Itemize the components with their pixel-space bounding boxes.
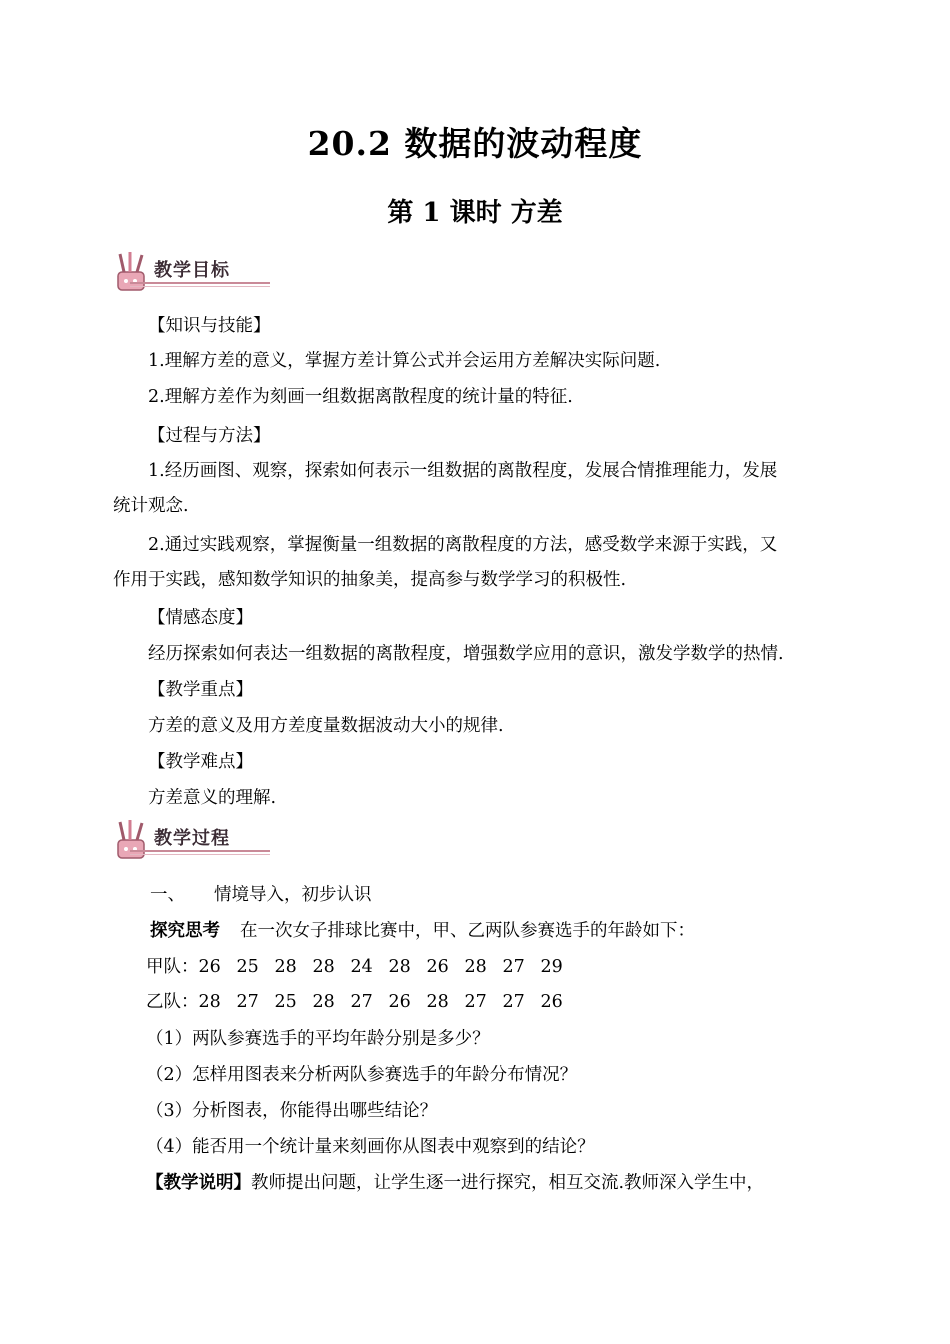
lesson-subtitle: 第 1 课时 方差	[387, 198, 563, 228]
knowledge-item-1: 1.理解方差的意义，掌握方差计算公式并会运用方差解决实际问题.	[148, 351, 661, 371]
section-underline	[130, 282, 270, 284]
step-title: 情境导入，初步认识	[214, 885, 372, 905]
team-a-label: 甲队：	[146, 957, 199, 977]
age-value: 28	[312, 992, 335, 1012]
teaching-note-text: 教师提出问题，让学生逐一进行探究，相互交流.教师深入学生中，	[251, 1173, 765, 1193]
pencil-cup-icon	[112, 818, 152, 862]
explore-label: 探究思考	[150, 921, 220, 941]
question-1: （1）两队参赛选手的平均年龄分别是多少？	[146, 1029, 490, 1049]
emotion-heading: 【情感态度】	[148, 608, 253, 628]
explore-text: 在一次女子排球比赛中，甲、乙两队参赛选手的年龄如下：	[240, 921, 695, 941]
teaching-note	[146, 1171, 764, 1195]
team-a-row	[146, 955, 579, 979]
age-value: 27	[464, 992, 487, 1012]
pencil-cup-icon	[112, 250, 152, 294]
section-underline-thin	[130, 286, 270, 287]
age-value: 28	[198, 992, 221, 1012]
team-b-row	[146, 990, 579, 1014]
age-value: 27	[502, 992, 525, 1012]
section-underline	[130, 850, 270, 852]
knowledge-heading: 【知识与技能】	[148, 316, 271, 336]
section-header-process	[112, 818, 262, 862]
age-value: 26	[540, 992, 563, 1012]
process-heading: 【过程与方法】	[148, 426, 271, 446]
age-value: 29	[540, 957, 563, 977]
process-item-2a: 2.通过实践观察，掌握衡量一组数据的离散程度的方法，感受数学来源于实践，又	[148, 535, 778, 555]
age-value: 25	[274, 992, 297, 1012]
age-value: 26	[388, 992, 411, 1012]
age-value: 28	[312, 957, 335, 977]
key-point-item: 方差的意义及用方差度量数据波动大小的规律.	[148, 716, 504, 736]
age-value: 28	[274, 957, 297, 977]
age-value: 28	[426, 992, 449, 1012]
knowledge-item-2: 2.理解方差作为刻画一组数据离散程度的统计量的特征.	[148, 387, 573, 407]
teaching-note-label: 【教学说明】	[146, 1173, 251, 1193]
age-value: 27	[350, 992, 373, 1012]
process-item-2b: 作用于实践，感知数学知识的抽象美，提高参与数学学习的积极性.	[113, 570, 627, 590]
age-value: 25	[236, 957, 259, 977]
page-title: 20.2 数据的波动程度	[307, 124, 643, 163]
section-label: 教学过程	[154, 828, 230, 849]
section-underline-thin	[130, 854, 270, 855]
key-point-heading: 【教学重点】	[148, 680, 253, 700]
age-value: 27	[502, 957, 525, 977]
process-item-1b: 统计观念.	[113, 496, 189, 516]
question-3: （3）分析图表，你能得出哪些结论？	[146, 1101, 438, 1121]
age-value: 28	[464, 957, 487, 977]
difficulty-heading: 【教学难点】	[148, 752, 253, 772]
difficulty-item: 方差意义的理解.	[148, 788, 277, 808]
section-label: 教学目标	[154, 260, 230, 281]
age-value: 27	[236, 992, 259, 1012]
age-value: 24	[350, 957, 373, 977]
question-2: （2）怎样用图表来分析两队参赛选手的年龄分布情况？	[146, 1065, 578, 1085]
explore-line	[150, 919, 695, 943]
question-4: （4）能否用一个统计量来刻画你从图表中观察到的结论？	[146, 1137, 595, 1157]
step-number: 一、	[150, 885, 185, 905]
emotion-item-1: 经历探索如何表达一组数据的离散程度，增强数学应用的意识，激发学数学的热情.	[148, 644, 784, 664]
age-value: 26	[426, 957, 449, 977]
age-value: 26	[198, 957, 221, 977]
team-b-label: 乙队：	[146, 992, 199, 1012]
process-item-1a: 1.经历画图、观察，探索如何表示一组数据的离散程度，发展合情推理能力，发展	[148, 461, 778, 481]
section-header-goals	[112, 250, 262, 294]
age-value: 28	[388, 957, 411, 977]
